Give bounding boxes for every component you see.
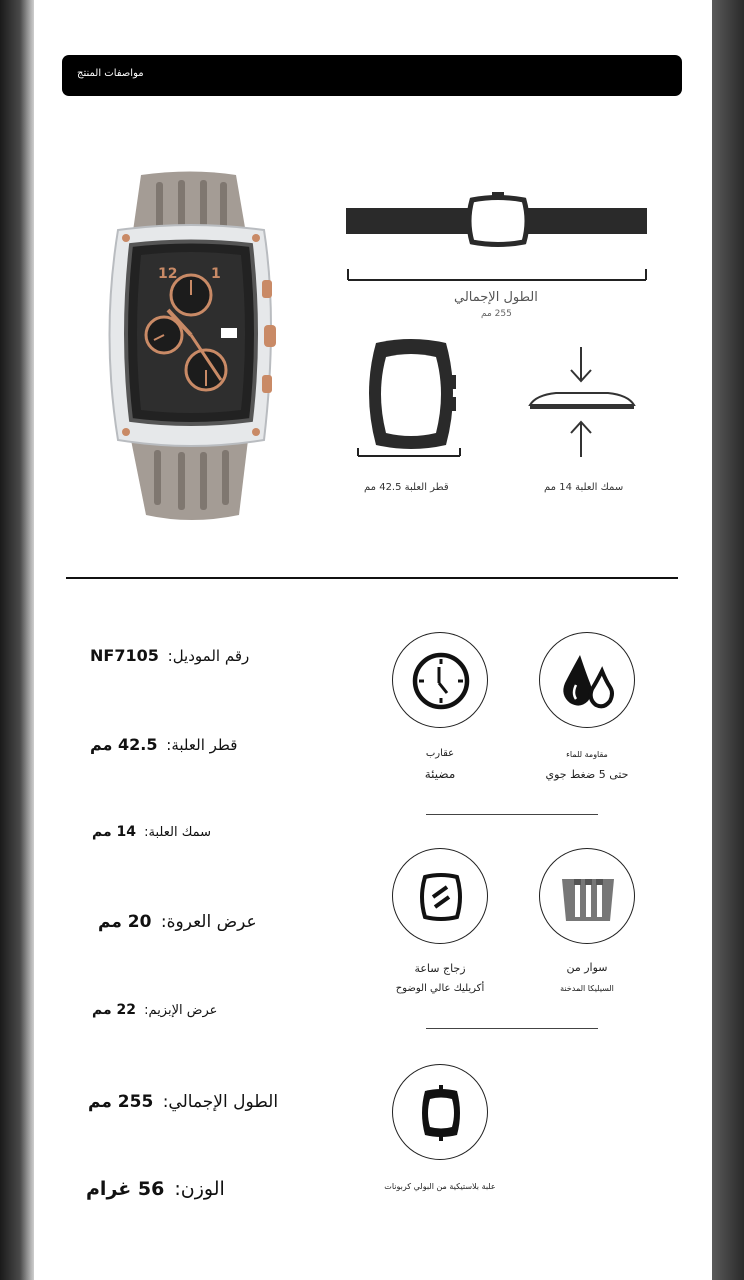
feature-case	[392, 1064, 488, 1160]
spec-weight: الوزن: 56 غرام	[86, 1178, 225, 1200]
glass-caption-2: أكريليك عالي الوضوح	[395, 983, 485, 994]
svg-text:1: 1	[211, 266, 221, 282]
glass-caption-1: زجاج ساعة	[414, 962, 466, 975]
feature-water	[539, 632, 635, 728]
header-title: مواصفات المنتج	[77, 68, 144, 79]
spec-page	[34, 0, 712, 1280]
watch-image	[96, 170, 286, 525]
case-icon	[393, 1065, 489, 1161]
strap-icon	[540, 849, 636, 945]
total-length-label: الطول الإجمالي	[454, 290, 538, 305]
water-drops-icon	[540, 633, 636, 729]
feature-hands	[392, 632, 488, 728]
spec-model: رقم الموديل: NF7105	[90, 646, 250, 665]
svg-text:12: 12	[158, 266, 178, 282]
case-caption: علبة بلاستيكية من البولي كربونات	[384, 1182, 496, 1191]
section-divider	[66, 577, 678, 579]
glass-icon	[393, 849, 489, 945]
case-thickness-illustration	[526, 345, 638, 460]
spec-total-length: الطول الإجمالي: 255 مم	[88, 1092, 279, 1112]
spec-case-thickness: سمك العلبة: 14 مم	[92, 824, 212, 840]
water-caption-1: مقاومة للماء	[566, 750, 608, 759]
spec-case-diameter: قطر العلبة: 42.5 مم	[90, 735, 238, 754]
feature-glass	[392, 848, 488, 944]
total-length-value: 255 مم	[481, 309, 512, 319]
case-diameter-label: قطر العلبة 42.5 مم	[364, 482, 449, 493]
case-diameter-illustration	[356, 335, 466, 460]
feature-divider-2	[426, 1028, 598, 1029]
length-bracket	[347, 268, 647, 282]
feature-divider-1	[426, 814, 598, 815]
clock-icon	[393, 633, 489, 729]
hands-caption-1: عقارب	[425, 748, 455, 759]
feature-strap	[539, 848, 635, 944]
spec-buckle-width: عرض الإبزيم: 22 مم	[92, 1002, 218, 1018]
strap-caption-2: السيليكا المدخنة	[560, 984, 614, 993]
case-thickness-label: سمك العلبة 14 مم	[544, 482, 624, 493]
water-caption-2: حتى 5 ضغط جوي	[545, 768, 629, 781]
spec-lug-width: عرض العروة: 20 مم	[98, 912, 257, 932]
strap-caption-1: سوار من	[566, 961, 608, 974]
hands-caption-2: مضيئة	[424, 767, 456, 781]
strap-length-illustration	[344, 190, 649, 250]
header-bar	[62, 55, 682, 96]
